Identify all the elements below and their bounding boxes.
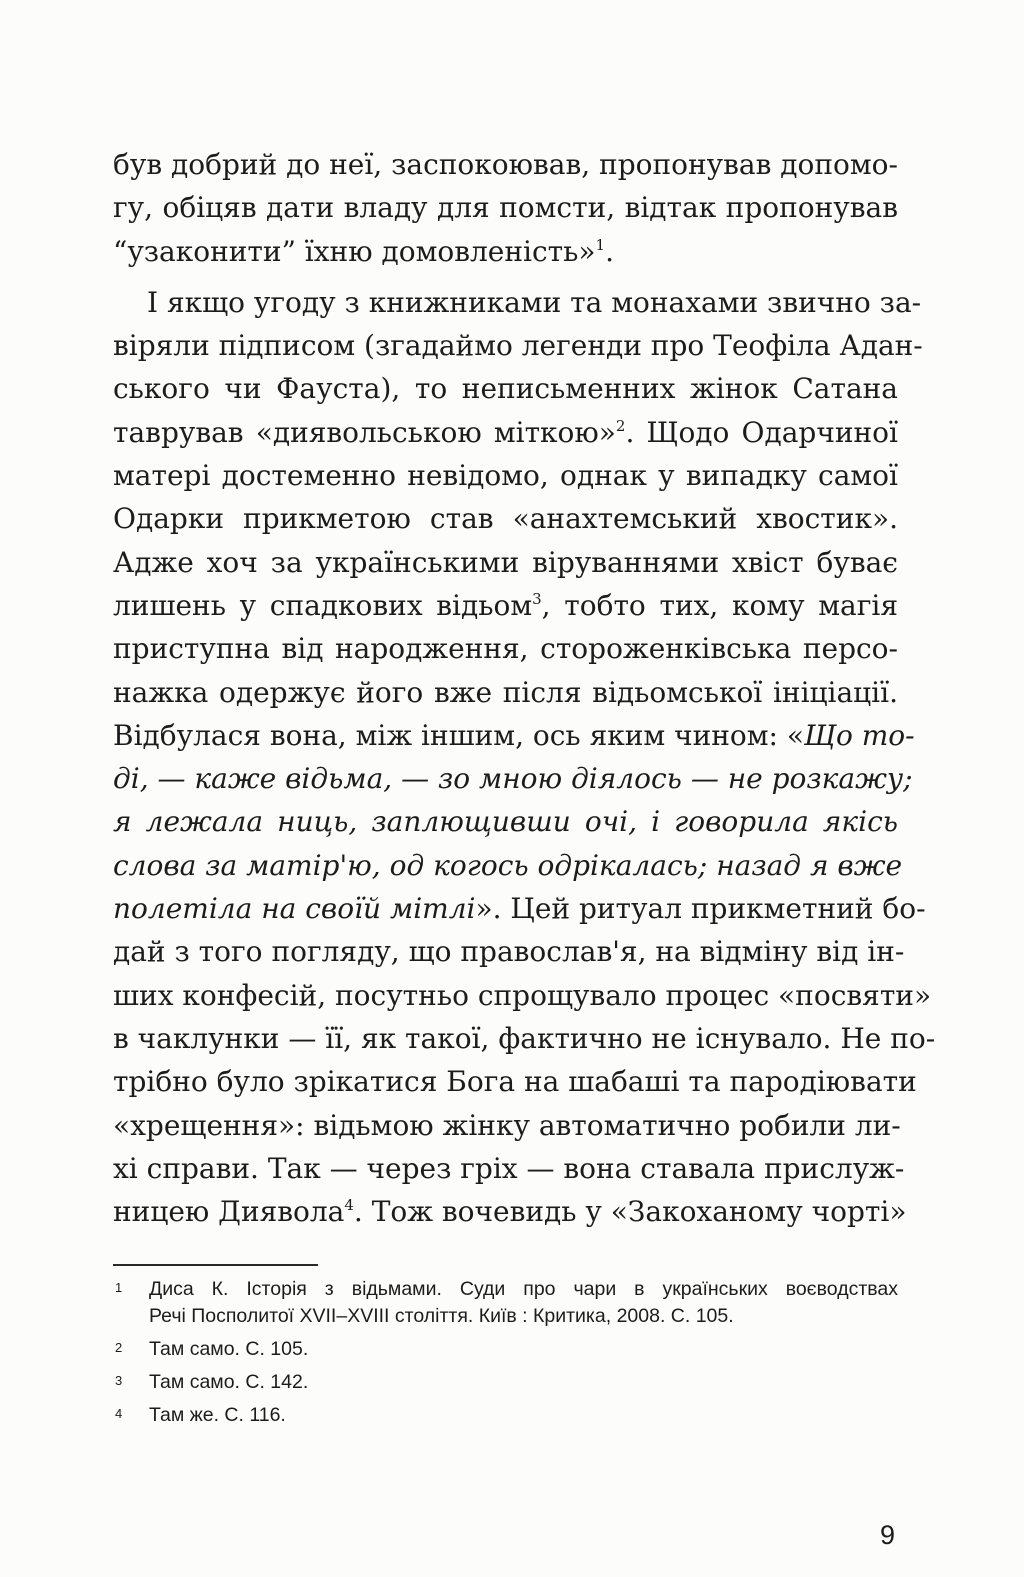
footnote-ref-3: 3 xyxy=(532,589,542,608)
text-run: ницею Диявола xyxy=(113,1195,345,1229)
footnote-ref-4: 4 xyxy=(344,1196,354,1215)
footnote-1 xyxy=(113,1276,898,1330)
text-line: хі справи. Так — через гріх — вона ставала прислуж- xyxy=(113,1151,905,1185)
text-line: Адже хоч за українськими віруваннями хвіст буває xyxy=(113,545,898,579)
footnote-number: 1 xyxy=(115,1280,123,1295)
quote-line: слова за матір'ю, од когось одрікалась; назад я вже xyxy=(113,848,903,882)
footnotes xyxy=(113,1276,898,1429)
footnote-ref-1: 1 xyxy=(595,235,606,254)
text-line: був добрий до неї, заспокоював, пропонував допомо- xyxy=(113,148,898,181)
text-run: “узаконити” їхню домовленість» xyxy=(113,234,596,268)
footnote-number: 3 xyxy=(115,1373,123,1388)
footnote-divider xyxy=(113,1264,318,1266)
text-run: ». Цей ритуал прикметний бо- xyxy=(475,892,926,926)
text-line: матері достеменно невідомо, однак у випадку самої xyxy=(113,459,898,493)
text-line: дай з того погляду, що православ'я, на відміну від ін- xyxy=(113,935,905,969)
text-line: в чаклунки — її, як такої, фактично не існувало. Не по- xyxy=(113,1021,936,1055)
text-line: «хрещення»: відьмою жінку автоматично робили ли- xyxy=(113,1108,901,1142)
footnote-text: Диса К. Історія з відьмами. Суди про чари в українських воєводствах xyxy=(149,1278,898,1300)
text-line xyxy=(113,584,898,627)
footnote-3 xyxy=(113,1369,898,1396)
footnote-number: 4 xyxy=(115,1406,123,1421)
text-run: лишень у спадкових відьом xyxy=(113,588,533,622)
text-line: ших конфесій, посутньо спрощувало процес «посвяти» xyxy=(113,978,932,1012)
paragraph-1 xyxy=(113,143,898,273)
text-line xyxy=(113,411,898,454)
text-run: таврував «диявольською міткою» xyxy=(113,415,616,449)
footnote-text: Там само. С. 142. xyxy=(149,1371,309,1393)
text-line xyxy=(113,887,926,930)
text-line: нажка одержує його вже після відьомської ініціації. xyxy=(113,675,898,709)
quote-line: я лежала ниць, заплющивши очі, і говорила якісь xyxy=(113,805,898,839)
footnote-text: Там же. С. 116. xyxy=(149,1404,286,1426)
text-line: Одарки прикметою став «анахтемський хвостик». xyxy=(113,502,898,536)
paragraph-2 xyxy=(113,281,936,1234)
text-line xyxy=(113,230,898,273)
footnote-text: Там само. С. 105. xyxy=(149,1338,309,1360)
page-number: 9 xyxy=(880,1520,896,1550)
text-line: приступна від народження, стороженківська персо- xyxy=(113,632,898,666)
text-run: . Щодо Одарчиної xyxy=(625,415,898,449)
body-text xyxy=(113,143,936,1233)
text-line xyxy=(113,1190,907,1233)
footnote-text: Речі Посполитої XVII–XVIII століття. Київ : Критика, 2008. С. 105. xyxy=(149,1305,734,1327)
quote-italic: Що то- xyxy=(804,718,915,752)
footnote-ref-2: 2 xyxy=(615,416,626,435)
text-line xyxy=(113,714,915,757)
text-run: Відбулася вона, між іншим, ось яким чином: « xyxy=(113,718,805,752)
text-run: . Тож вочевидь у «Закоханому чорті» xyxy=(353,1195,907,1229)
footnote-2 xyxy=(113,1336,898,1363)
text-run: . xyxy=(605,234,614,268)
quote-line: ді, — каже відьма, — зо мною діялось — не розкажу; xyxy=(113,762,913,796)
footnote-4 xyxy=(113,1402,898,1429)
text-line: ського чи Фауста), то неписьменних жінок Сатана xyxy=(113,372,898,406)
quote-italic: полетіла на своїй мітлі xyxy=(113,892,476,926)
footnote-number: 2 xyxy=(115,1340,123,1355)
text-line: віряли підписом (згадаймо легенди про Теофіла Адан- xyxy=(113,329,923,363)
text-line: гу, обіцяв дати владу для помсти, відтак пропонував xyxy=(113,191,898,225)
text-line: трібно було зрікатися Бога на шабаші та пародіювати xyxy=(113,1065,917,1099)
text-line: І якщо угоду з книжниками та монахами звично за- xyxy=(147,285,922,319)
text-run: , тобто тих, кому магія xyxy=(541,588,898,622)
